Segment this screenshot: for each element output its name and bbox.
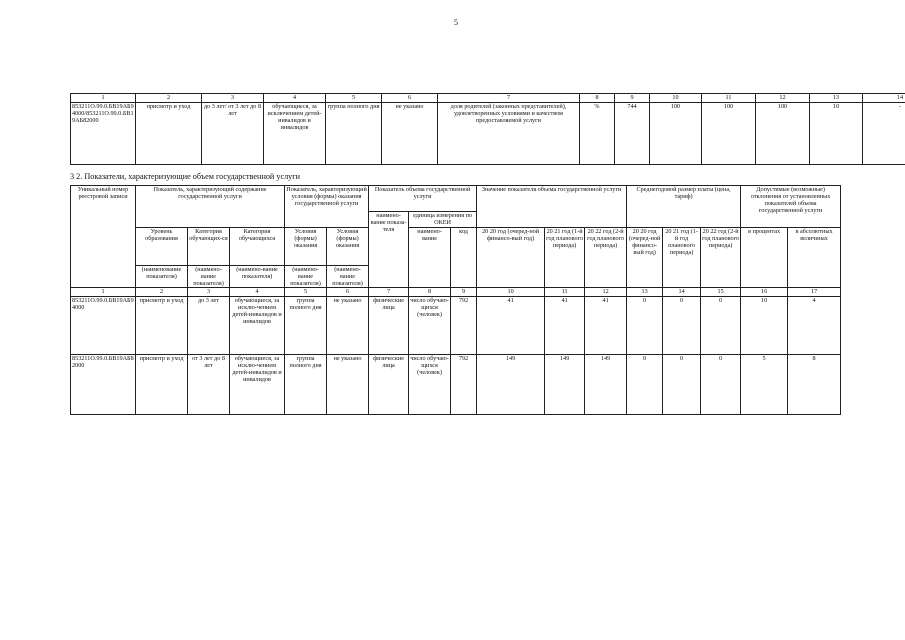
fee-2022: 0 (701, 297, 741, 355)
col-number: 16 (741, 288, 788, 297)
not-specified-cell: не указано (327, 297, 369, 355)
header-fee: Среднегодовой размер платы (цена, тариф) (627, 186, 741, 228)
table-row (71, 103, 905, 165)
col-number: 13 (810, 94, 863, 103)
quality-indicators-table (70, 93, 905, 165)
col-number: 11 (545, 288, 585, 297)
okei-cell: 744 (615, 103, 650, 165)
deviation-percent: 5 (741, 355, 788, 415)
service-cell: присмотр и уход (136, 355, 188, 415)
col-number: 4 (230, 288, 285, 297)
registry-code: 853211О.99.0.БВ19АБ94000 (71, 297, 136, 355)
header-condition-1: Условия (формы) оказания (285, 228, 327, 266)
fee-2020: 0 (627, 355, 663, 415)
col-number: 6 (382, 94, 438, 103)
col-number: 10 (650, 94, 702, 103)
header-unit-code: код (451, 228, 477, 288)
col-number: 5 (326, 94, 382, 103)
condition-cell: группа полного дня (285, 297, 327, 355)
col-number: 2 (136, 288, 188, 297)
header-naming-1: (наименование показателя) (136, 266, 188, 288)
header-fee-2021: 20 21 год (1-й год планового периода) (663, 228, 701, 288)
header-naming-4: (наимено-вание показателя) (285, 266, 327, 288)
header-registry: Уникальный номер реестровой записи (71, 186, 136, 288)
condition-cell: группа полного дня (326, 103, 382, 165)
header-naming-3: (наимено-вание показателя) (230, 266, 285, 288)
page-number: 5 (454, 18, 458, 27)
okei-code-cell: 792 (451, 297, 477, 355)
table-row (71, 297, 841, 355)
header-indicator-name: наимено-вание показа-теля (369, 212, 409, 288)
person-cell: физические лица (369, 355, 409, 415)
header-year-2020: 20 20 год (очеред-ной финансо-вый год) (477, 228, 545, 288)
value-2022: 100 (756, 103, 810, 165)
col-number: 14 (863, 94, 905, 103)
registry-code: 853211О.99.0.БВ19АБ82000 (71, 355, 136, 415)
header-absolute: в абсолютных величинах (788, 228, 841, 288)
header-unit: единица измерения по ОКЕИ (409, 212, 477, 228)
unit-cell: % (580, 103, 615, 165)
col-number: 3 (202, 94, 264, 103)
col-number: 10 (477, 288, 545, 297)
col-number: 1 (71, 288, 136, 297)
col-number: 6 (327, 288, 369, 297)
fee-2020: 0 (627, 297, 663, 355)
header-fee-2020: 20 20 год (очеред-ной финансо-вый год) (627, 228, 663, 288)
header-values: Значение показателя объема государственной услуги (477, 186, 627, 228)
header-volume: Показатель объема государственной услуги (369, 186, 477, 212)
header-category-2: Категория обучающихся (230, 228, 285, 266)
col-number: 9 (451, 288, 477, 297)
col-number: 13 (627, 288, 663, 297)
col-number: 14 (663, 288, 701, 297)
header-deviation: Допустимые (возможные) отклонения от установленных показателей объема государственной услуги (741, 186, 841, 228)
header-category-1: Категория обучающих-ся (188, 228, 230, 266)
category-cell: обучающиеся, за исклю-чением детей-инвалидов и инвалидов (230, 355, 285, 415)
value-2022: 149 (585, 355, 627, 415)
value-2020: 100 (650, 103, 702, 165)
col-number: 2 (136, 94, 202, 103)
header-year-2021: 20 21 год (1-й год планового периода) (545, 228, 585, 288)
value-2022: 41 (585, 297, 627, 355)
col-number: 3 (188, 288, 230, 297)
fee-2021: 0 (663, 297, 701, 355)
age-cell: от 3 лет до 8 лет (188, 355, 230, 415)
col-number: 7 (369, 288, 409, 297)
age-cell: до 3 лет/ от 3 лет до 8 лет (202, 103, 264, 165)
age-cell: до 3 лет (188, 297, 230, 355)
deviation-percent: 10 (741, 297, 788, 355)
header-unit-name: наимено-вание (409, 228, 451, 288)
dash-cell: - (863, 103, 905, 165)
category-cell: обучающиеся, за исключением детей-инвалидов и инвалидов (264, 103, 326, 165)
col-number: 8 (409, 288, 451, 297)
unit-cell: число обучаю-щихся (человек) (409, 355, 451, 415)
col-number: 12 (585, 288, 627, 297)
col-number: 1 (71, 94, 136, 103)
header-naming-2: (наимено-вание показателя) (188, 266, 230, 288)
deviation-absolute: 4 (788, 297, 841, 355)
category-cell: обучающиеся, за исклю-чением детей-инвалидов и инвалидов (230, 297, 285, 355)
table-header-numbers (71, 94, 905, 103)
col-number: 15 (701, 288, 741, 297)
person-cell: физические лица (369, 297, 409, 355)
header-fee-2022: 20 22 год (2-й год планового периода) (701, 228, 741, 288)
value-2021: 100 (702, 103, 756, 165)
col-number: 4 (264, 94, 326, 103)
condition-cell: группа полного дня (285, 355, 327, 415)
header-condition-2: Условия (формы) оказания (327, 228, 369, 266)
col-number: 12 (756, 94, 810, 103)
col-number: 7 (438, 94, 580, 103)
table-row (71, 355, 841, 415)
indicator-cell: доля родителей (законных представителей), удовлетворенных условиями и качеством предоставляемой услуги (438, 103, 580, 165)
col-number: 9 (615, 94, 650, 103)
value-2020: 149 (477, 355, 545, 415)
section-title: 3 2. Показатели, характеризующие объем государственной услуги (70, 172, 300, 181)
col-number: 17 (788, 288, 841, 297)
okei-code-cell: 792 (451, 355, 477, 415)
not-specified-cell: не указано (327, 355, 369, 415)
header-content: Показатель, характеризующий содержание государственной услуги (136, 186, 285, 228)
value-2020: 41 (477, 297, 545, 355)
table-header-numbers (71, 288, 841, 297)
col-number: 8 (580, 94, 615, 103)
header-conditions: Показатель, характеризующий условия (формы) оказания государственной услуги (285, 186, 369, 228)
deviation-absolute: 8 (788, 355, 841, 415)
col-number: 5 (285, 288, 327, 297)
not-specified-cell: не указано (382, 103, 438, 165)
service-cell: присмотр и уход (136, 103, 202, 165)
deviation-cell: 10 (810, 103, 863, 165)
unit-cell: число обучаю-щихся (человек) (409, 297, 451, 355)
value-2021: 149 (545, 355, 585, 415)
header-percent: в процентах (741, 228, 788, 288)
header-level: Уровень образования (136, 228, 188, 266)
header-year-2022: 20 22 год (2-й год планового периода) (585, 228, 627, 288)
volume-indicators-table (70, 185, 841, 415)
fee-2022: 0 (701, 355, 741, 415)
value-2021: 41 (545, 297, 585, 355)
service-cell: присмотр и уход (136, 297, 188, 355)
col-number: 11 (702, 94, 756, 103)
registry-code: 853211О.99.0.БВ19АБ94000/853211О.99.0.БВ19АБ82000 (71, 103, 136, 165)
header-naming-5: (наимено-вание показателя) (327, 266, 369, 288)
fee-2021: 0 (663, 355, 701, 415)
